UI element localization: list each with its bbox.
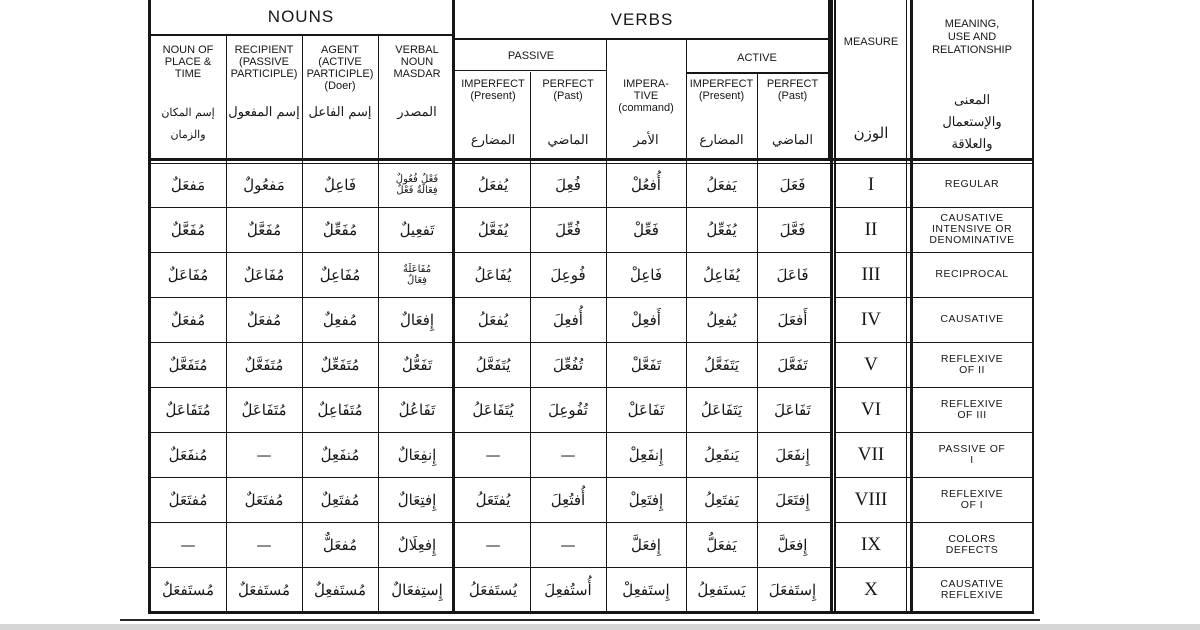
table-cell: مُتَفَعِّلٌ [320,355,360,374]
table-cell: تَفَعَّلْ [630,355,662,374]
table-cell: يُفَعِّلُ [706,220,737,239]
table-cell: أُفعُلْ [631,175,661,194]
grid-hline [834,207,1034,208]
table-cell: أَفعِلْ [631,310,661,329]
table-cell: يَستَفعِلُ [697,580,746,599]
measure-header-ar: الوزن [853,124,889,142]
table-cell: مُنفَعَلٌ [168,445,208,464]
table-cell: مُنفَعِلٌ [320,445,360,464]
grid-hline [148,158,1034,161]
table-cell: — [180,535,196,554]
meaning-label: COLORS DEFECTS [945,532,999,556]
table-cell: إِنفَعِلْ [628,445,664,464]
grid-hline [148,567,830,568]
grid-hline [148,163,1034,164]
table-cell: يُتَفَعَّلُ [475,355,511,374]
meaning-label: CAUSATIVE REFLEXIVE [940,577,1004,601]
meaning-label: REGULAR [944,178,1000,190]
table-cell: فَاعِلْ [629,265,663,284]
grid-hline [686,72,832,74]
meaning-header-en: MEANING, USE AND RELATIONSHIP [932,18,1012,56]
meaning-label: CAUSATIVE [940,313,1004,325]
table-cell: فَعِّلْ [633,220,659,239]
grid-hline [455,70,606,71]
table-cell: مُفعَلٌ [246,310,282,329]
table-cell: يُفَاعَلُ [474,265,512,284]
meaning-header-ar: المعنى والإستعمال والعلاقة [942,93,1002,152]
table-cell: تُفُوعِلَ [548,400,588,419]
table-cell: إِفتَعِلْ [628,490,664,509]
table-cell: تُفُعِّلَ [552,355,584,374]
grid-hline [148,387,830,388]
table-cell: تَفَعَّلَ [777,355,808,374]
table-cell: فَعْلٌ فُعُولٌ فِعَالَةٌ فَعْلٌ [395,173,439,196]
measure-numeral: I [867,173,875,195]
column-header [226,40,302,158]
table-cell: إِفعَلَّ [631,535,661,554]
column-header-ar: الأمر [633,133,659,148]
grid-hline [834,522,1034,523]
measure-numeral: II [864,218,878,240]
table-cell: إِنفَعَلَ [775,445,810,464]
table-cell: مُتَفَعَّلٌ [244,355,284,374]
table-cell: إِنفِعَالٌ [397,445,437,464]
nouns-heading: NOUNS [267,7,335,26]
page-edge-line [120,619,1040,621]
grid-vline [378,36,379,613]
table-cell: مُفتَعِلٌ [320,490,360,509]
table-cell: إِفعَالٌ [399,310,435,329]
table-cell: يَنفَعِلُ [704,445,739,464]
table-cell: تَفعِيلٌ [399,220,435,239]
grid-hline [148,477,830,478]
table-cell: يُستَفعَلُ [468,580,518,599]
table-cell: تَفَاعُلٌ [398,400,436,419]
table-cell: تَفَاعَلَ [774,400,811,419]
grid-hline [834,297,1034,298]
grid-hline [834,252,1034,253]
table-cell: مُفَعِّلٌ [322,220,358,239]
column-header [302,40,378,158]
table-cell: فَعَّلَ [779,220,806,239]
meaning-header [912,14,1032,164]
grid-hline [148,207,830,208]
column-header-en: RECIPIENT (PASSIVE PARTICIPLE) [230,44,298,80]
grid-vline [686,40,687,613]
column-header-ar: الماضي [547,133,589,148]
column-header-ar: إسم المكان والزمان [161,106,215,141]
table-cell: فُوعِلَ [550,265,586,284]
table-cell: مُفعِلٌ [322,310,358,329]
table-cell: أَفعَلَ [777,310,808,329]
table-cell: فَاعَلَ [776,265,809,284]
table-cell: مُفَاعِلٌ [319,265,361,284]
column-header-en: PERFECT (Past) [542,78,594,102]
table-cell: مُفعَلٌ [170,310,206,329]
grid-hline [455,38,832,40]
grid-hline [148,432,830,433]
table-cell: مُفَعَّلٌ [170,220,206,239]
table-cell: يُفَعَّلُ [477,220,509,239]
table-cell: فَاعِلٌ [323,175,357,194]
measure-numeral: III [861,263,881,285]
table-cell: إِستَفعَلَ [768,580,817,599]
column-header-ar: إسم الفاعل [308,105,372,120]
column-header [757,74,828,158]
table-cell: فُعِلَ [555,175,581,194]
table-cell: يَفعَلُ [706,175,737,194]
table-cell: يُفعِلُ [706,310,737,329]
meaning-label: REFLEXIVE OF I [940,487,1004,511]
table-cell: مُتَفَاعَلٌ [165,400,211,419]
table-cell: مُستَفعَلٌ [161,580,215,599]
measure-numeral: V [864,353,878,375]
table-cell: مُستَفعِلٌ [313,580,367,599]
table-cell: أُستُفعِلَ [544,580,592,599]
table-cell: — [485,445,501,464]
table-cell: — [560,445,576,464]
table-cell: يُفعَلُ [477,175,509,194]
passive-header: PASSIVE [507,50,555,62]
measure-numeral: VI [860,398,882,420]
column-header [606,74,686,158]
table-cell: مُفتَعَلٌ [168,490,208,509]
measure-header [836,30,906,160]
table-cell: مَفعَلٌ [170,175,206,194]
table-cell: إِستَفعِلْ [622,580,670,599]
meaning-label: PASSIVE OF I [938,442,1006,466]
table-cell: مُفَاعَلٌ [167,265,209,284]
table-cell: إِفتِعَالٌ [397,490,437,509]
column-header [378,40,456,158]
table-cell: مُتَفَعَّلٌ [168,355,208,374]
page-edge [0,624,1200,630]
table-cell: فُعِّلَ [555,220,581,239]
table-cell: — [560,535,576,554]
table-cell: يَتَفَعَّلُ [704,355,739,374]
table-cell: أُفتُعِلَ [550,490,586,509]
column-header-ar: المصدر [397,105,437,120]
column-header-en: NOUN OF PLACE & TIME [162,44,214,80]
column-header [456,74,530,158]
table-cell: يَتَفَاعَلُ [700,400,743,419]
column-header-en: AGENT (ACTIVE PARTICIPLE) (Doer) [306,44,374,92]
meaning-label: RECIPROCAL [935,268,1009,280]
grid-hline [148,522,830,523]
grid-hline [148,611,1034,614]
measure-numeral: IV [860,308,882,330]
table-cell: إِستِفعَالٌ [391,580,443,599]
grid-hline [834,432,1034,433]
column-header-ar: إسم المفعول [228,105,300,120]
grid-hline [834,387,1034,388]
table-cell: مُفتَعَلٌ [244,490,284,509]
meaning-label: REFLEXIVE OF II [940,352,1004,376]
measure-numeral: VII [857,443,885,465]
table-cell: — [256,445,272,464]
column-header-en: IMPERFECT (Present) [689,78,754,102]
column-header-en: IMPERA- TIVE (command) [618,78,674,114]
column-header-ar: المضارع [470,133,516,148]
table-cell: مُتَفَاعِلٌ [317,400,363,419]
grid-hline [834,342,1034,343]
table-cell: يُفتَعَلُ [475,490,511,509]
table-cell: تَفَعُّلٌ [401,355,433,374]
table-cell: تَفَاعَلْ [627,400,665,419]
column-header [150,40,226,158]
column-header [686,74,757,158]
table-cell: — [256,535,272,554]
table-cell: مُفَاعَلَةٌ فِعَالٌ [402,263,432,286]
grid-vline [606,40,607,613]
table-cell: مَفعُولٌ [243,175,285,194]
table-cell: إِفعَلَّ [777,535,808,554]
meaning-label: CAUSATIVE INTENSIVE OR DENOMINATIVE [929,212,1015,246]
table-cell: مُفعَلٌّ [322,535,358,554]
measure-numeral: VIII [854,488,888,510]
column-header-en: IMPERFECT (Present) [461,78,525,102]
measure-numeral: IX [860,533,882,555]
table-cell: إِفعِلَالٌ [397,535,437,554]
measure-header-en: MEASURE [843,36,899,48]
grid-hline [148,297,830,298]
meaning-label: REFLEXIVE OF III [940,397,1004,421]
grid-hline [148,342,830,343]
grid-hline [148,34,455,36]
table-cell: — [485,535,501,554]
verbs-heading: VERBS [610,10,674,29]
active-header: ACTIVE [737,52,777,64]
column-header-ar: الماضي [772,133,813,148]
table-cell: يُفعَلُ [477,310,509,329]
grid-hline [834,567,1034,568]
table-cell: يُفَاعِلُ [703,265,740,284]
column-header-en: PERFECT (Past) [766,78,819,102]
table-cell: فَعَلَ [779,175,806,194]
column-header-ar: المضارع [699,133,744,148]
column-header-en: VERBAL NOUN MASDAR [393,44,441,80]
grid-hline [148,252,830,253]
grid-vline [830,0,833,613]
grid-vline [302,36,303,613]
table-cell: مُفَاعَلٌ [243,265,285,284]
table-cell: يَفعَلُّ [706,535,737,554]
table-cell: مُفَعَّلٌ [246,220,282,239]
table-cell: مُستَفعَلٌ [237,580,291,599]
table-cell: يُتَفَاعَلُ [472,400,514,419]
table-cell: إِفتَعَلَ [775,490,810,509]
table-cell: يَفتَعِلُ [704,490,739,509]
grid-vline [226,36,227,613]
table-cell: مُتَفَاعَلٌ [241,400,287,419]
measure-numeral: X [864,578,878,600]
column-header [530,74,606,158]
table-cell: أُفعِلَ [553,310,583,329]
grid-hline [834,477,1034,478]
